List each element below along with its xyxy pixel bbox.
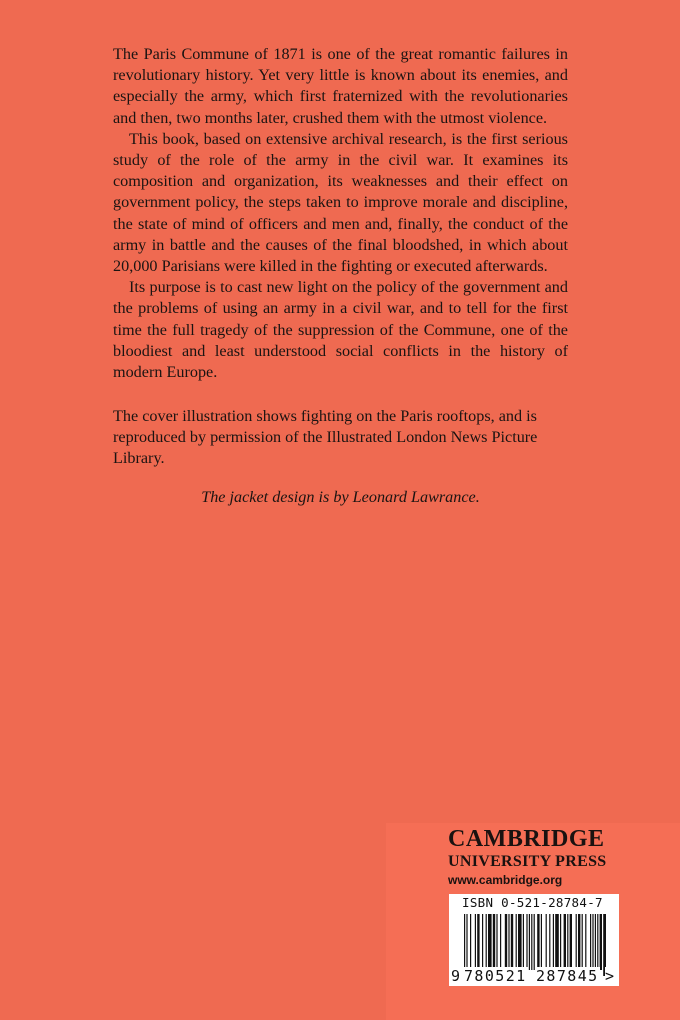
barcode-bar: [590, 914, 591, 970]
barcode-bar: [508, 914, 509, 970]
barcode-bar: [493, 914, 495, 970]
barcode-bar: [511, 914, 513, 970]
barcode-bar: [585, 914, 586, 970]
barcode-bar: [534, 914, 535, 970]
barcode-bar: [488, 914, 492, 970]
barcode-bar: [475, 914, 476, 970]
blurb-paragraph-2: This book, based on extensive archival research, is the first serious study of the role of the army in the civil war. It examines its composition and organization, its weaknesses and their effect on government policy, the steps taken to improve morale and discipline, the state of mind of officers and men and, finally, the conduct of the army in battle and the causes of the final bloodshed, in which about 20,000 Parisians were killed in the fighting or executed afterwards.: [113, 129, 568, 276]
ean-left-digits: 780521: [464, 967, 527, 985]
barcode-bar: [523, 914, 524, 970]
barcode-bar: [592, 914, 593, 970]
barcode-bar: [518, 914, 522, 970]
barcode-bar: [555, 914, 559, 970]
blurb-paragraph-3: Its purpose is to cast new light on the policy of the government and the problems of using an army in a civil war, and to tell for the first time the full tragedy of the suppression of the Commune, one of the bloodiest and least understood social conflicts in the history of modern Europe.: [113, 278, 568, 382]
barcode-bar: [526, 914, 527, 970]
barcode-bar: [553, 914, 554, 970]
ean-right-digits: 287845: [536, 967, 599, 985]
barcode-bar: [477, 914, 479, 970]
barcode-bar: [529, 914, 530, 970]
barcode-bar: [546, 914, 547, 970]
barcode-bar: [578, 914, 580, 970]
cover-credit: [113, 406, 568, 470]
barcode-bar: [482, 914, 483, 970]
jacket-design-credit: The jacket design is by Leonard Lawrance.: [201, 488, 480, 506]
barcode-bar: [537, 914, 539, 970]
barcode-bar: [541, 914, 542, 970]
barcode-bar: [576, 914, 577, 970]
barcode-bar: [597, 914, 598, 970]
barcode-bar: [560, 914, 561, 970]
barcode-bar: [500, 914, 501, 970]
publisher-subtitle: UNIVERSITY PRESS: [448, 853, 607, 870]
back-cover-blurb: [113, 44, 568, 383]
barcode-bar: [496, 914, 497, 970]
barcode-bar: [470, 914, 471, 970]
barcode-bar: [600, 914, 602, 970]
barcode-bar: [595, 914, 596, 970]
publisher-url: www.cambridge.org: [448, 873, 563, 887]
barcode-bar: [582, 914, 583, 970]
barcode-bar: [570, 914, 572, 970]
barcode-bar: [486, 914, 487, 970]
barcode-bar: [516, 914, 517, 970]
barcode-bar: [549, 914, 550, 970]
ean-arrow: >: [605, 967, 615, 985]
barcode-bar: [531, 914, 532, 970]
barcode-bar: [505, 914, 507, 970]
blurb-paragraph-1: The Paris Commune of 1871 is one of the great romantic failures in revolutionary history. Yet very little is known about its enemies, and especially the army, which first fraternized with the revolutionaries and then, two months later, crushed them with the utmost violence.: [113, 45, 568, 127]
publisher-name: CAMBRIDGE: [448, 826, 605, 852]
isbn-label: ISBN 0-521-28784-7: [462, 895, 603, 910]
ean-digits: [449, 966, 619, 986]
ean-lead-digit: 9: [451, 967, 461, 985]
cover-illustration-credit: The cover illustration shows fighting on the Paris rooftops, and is reproduced by permission of the Illustrated London News Picture Library.: [113, 407, 538, 468]
